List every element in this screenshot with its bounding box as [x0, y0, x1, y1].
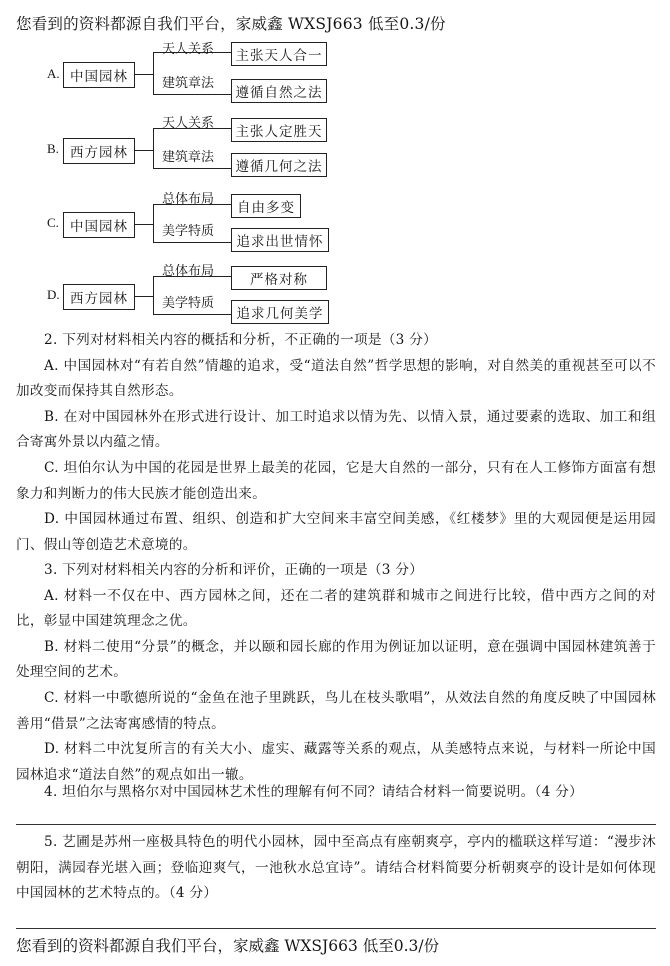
diagram-root-box: 中国园林 [63, 212, 135, 238]
answer-area-divider [16, 824, 656, 825]
branch-label: 天人关系 [162, 42, 215, 57]
question-stem: 2. 下列对材料相关内容的概括和分析，不正确的一项是（3 分） [44, 332, 437, 348]
question-stem: 3. 下列对材料相关内容的分析和评价，正确的一项是（3 分） [44, 562, 424, 578]
option-b-text[interactable]: B. 材料二使用“分景”的概念，并以颐和园长廊的作用为例证加以证明，意在强调中国园林建筑善于处理空间的艺术。 [16, 638, 656, 681]
branch-label: 建筑章法 [162, 150, 215, 165]
option-letter: D. [47, 287, 60, 302]
branch-label: 天人关系 [162, 116, 215, 131]
question-3 [16, 558, 656, 788]
option-d-text[interactable]: D. 中国园林通过布置、组织、创造和扩大空间来丰富空间美感，《红楼梦》里的大观园便是运用园门、假山等创造艺术意境的。 [16, 511, 656, 553]
option-letter: A. [47, 66, 60, 81]
answer-area-divider [16, 928, 656, 929]
question-2 [16, 328, 656, 558]
branch-label: 总体布局 [162, 192, 215, 207]
diagram-result-box: 严格对称 [231, 266, 327, 290]
diagram-root-box: 西方园林 [63, 138, 135, 164]
branch-label: 美学特质 [162, 224, 215, 239]
diagram-result-box: 自由多变 [231, 194, 301, 218]
option-c-text[interactable]: C. 坦伯尔认为中国的花园是世界上最美的花园，它是大自然的一部分，只有在人工修饰方面富有想象力和判断力的伟大民族才能创造出来。 [16, 459, 656, 502]
question-4 [16, 780, 656, 806]
diagram-result-box: 追求几何美学 [231, 300, 329, 324]
question-5 [16, 830, 656, 907]
branch-label: 美学特质 [162, 296, 215, 311]
diagram-result-box: 主张天人合一 [231, 42, 327, 66]
option-d-text[interactable]: D. 材料二中沈复所言的有关大小、虚实、藏露等关系的观点，从美感特点来说，与材料一所论中国园林追求“道法自然”的观点如出一辙。 [16, 741, 656, 783]
option-letter: C. [47, 215, 59, 230]
diagram-result-box: 主张人定胜天 [231, 118, 327, 142]
watermark-header: 您看到的资料都源自我们平台，家威鑫 WXSJ663 低至0.3/份 [16, 15, 446, 33]
branch-label: 建筑章法 [162, 76, 215, 91]
diagram-result-box: 追求出世情怀 [231, 228, 329, 252]
diagram-result-box: 遵循几何之法 [231, 153, 327, 177]
diagram-result-box: 遵循自然之法 [231, 79, 327, 103]
option-letter: B. [47, 141, 59, 156]
diagram-root-box: 中国园林 [63, 62, 135, 88]
option-c-text[interactable]: C. 材料一中歌德所说的“金鱼在池子里跳跃，鸟儿在枝头歌唱”，从效法自然的角度反映了中国园林善用“借景”之法寄寓感情的特点。 [16, 689, 656, 732]
branch-label: 总体布局 [162, 264, 215, 279]
option-b-text[interactable]: B. 在对中国园林外在形式进行设计、加工时追求以情为先、以情入景，通过要素的选取、加工和组合寄寓外景以内蕴之情。 [16, 408, 656, 451]
option-a-text[interactable]: A. 材料一不仅在中、西方园林之间，还在二者的建筑群和城市之间进行比较，借中西方之间的对比，彰显中国建筑理念之优。 [16, 587, 656, 630]
diagram-root-box: 西方园林 [63, 284, 135, 310]
option-a-text[interactable]: A. 中国园林对“有若自然”情趣的追求，受“道法自然”哲学思想的影响，对自然美的重视甚至可以不加改变而保持其自然形态。 [16, 357, 656, 400]
question-stem: 5. 艺圃是苏州一座极具特色的明代小园林，园中至高点有座朝爽亭，亭内的槛联这样写道：“漫步沐朝阳，满园春光堪入画；登临迎爽气，一池秋水总宜诗”。请结合材料简要分析朝爽亭的设计是如何体现中国园林的艺术特点的。（4 分） [16, 834, 656, 902]
question-stem: 4. 坦伯尔与黑格尔对中国园林艺术性的理解有何不同？请结合材料一简要说明。（4 分） [44, 784, 584, 800]
watermark-footer: 您看到的资料都源自我们平台，家威鑫 WXSJ663 低至0.3/份 [16, 937, 440, 955]
